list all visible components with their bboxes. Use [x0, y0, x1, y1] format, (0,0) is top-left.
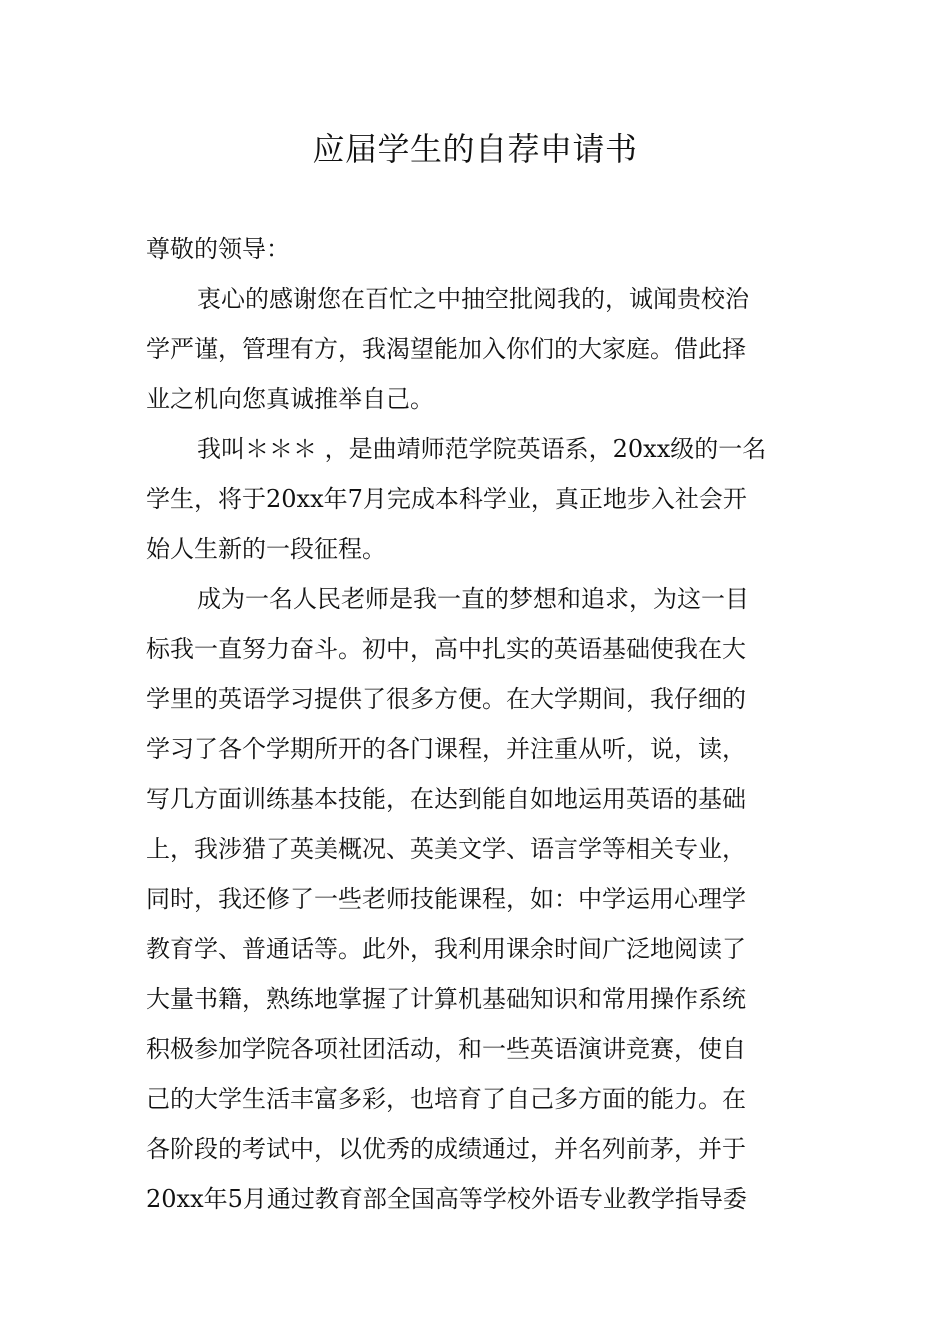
paragraph-3-line-12: 各阶段的考试中，以优秀的成绩通过，并名列前茅，并于: [146, 1135, 746, 1163]
paragraph-3-line-8: 教育学、普通话等。此外，我利用课余时间广泛地阅读了: [146, 935, 746, 963]
document-body: [146, 224, 816, 1224]
paragraph-3-line-6: 上，我涉猎了英美概况、英美文学、语言学等相关专业，: [146, 835, 746, 863]
paragraph-3-line-13: 20xx年5月通过教育部全国高等学校外语专业教学指导委: [146, 1185, 747, 1213]
paragraph-3-line-9: 大量书籍，熟练地掌握了计算机基础知识和常用操作系统: [146, 985, 746, 1013]
paragraph-3-line-7: 同时，我还修了一些老师技能课程，如：中学运用心理学: [146, 885, 746, 913]
paragraph-3-line-4: 学习了各个学期所开的各门课程，并注重从听，说，读，: [146, 735, 746, 763]
paragraph-3-line-1: 成为一名人民老师是我一直的梦想和追求，为这一目: [197, 585, 749, 613]
salutation-line: 尊敬的领导：: [146, 235, 290, 263]
paragraph-3-line-5: 写几方面训练基本技能，在达到能自如地运用英语的基础: [146, 785, 746, 813]
paragraph-1-line-2: 学严谨，管理有方，我渴望能加入你们的大家庭。借此择: [146, 335, 746, 363]
paragraph-2-line-3: 始人生新的一段征程。: [146, 535, 386, 563]
document-title: 应届学生的自荐申请书: [312, 130, 638, 168]
paragraph-3-line-10: 积极参加学院各项社团活动，和一些英语演讲竞赛，使自: [146, 1035, 746, 1063]
paragraph-3-line-3: 学里的英语学习提供了很多方便。在大学期间，我仔细的: [146, 685, 746, 713]
paragraph-3-line-11: 己的大学生活丰富多彩，也培育了自己多方面的能力。在: [146, 1085, 746, 1113]
paragraph-2-line-2: 学生，将于20xx年7月完成本科学业，真正地步入社会开: [146, 485, 747, 513]
paragraph-3-line-2: 标我一直努力奋斗。初中，高中扎实的英语基础使我在大: [146, 635, 746, 663]
paragraph-2-line-1: 我叫＊＊＊ ，是曲靖师范学院英语系，20xx级的一名: [197, 435, 767, 463]
paragraph-1-line-3: 业之机向您真诚推举自己。: [146, 385, 434, 413]
paragraph-1-line-1: 衷心的感谢您在百忙之中抽空批阅我的，诚闻贵校治: [197, 285, 749, 313]
